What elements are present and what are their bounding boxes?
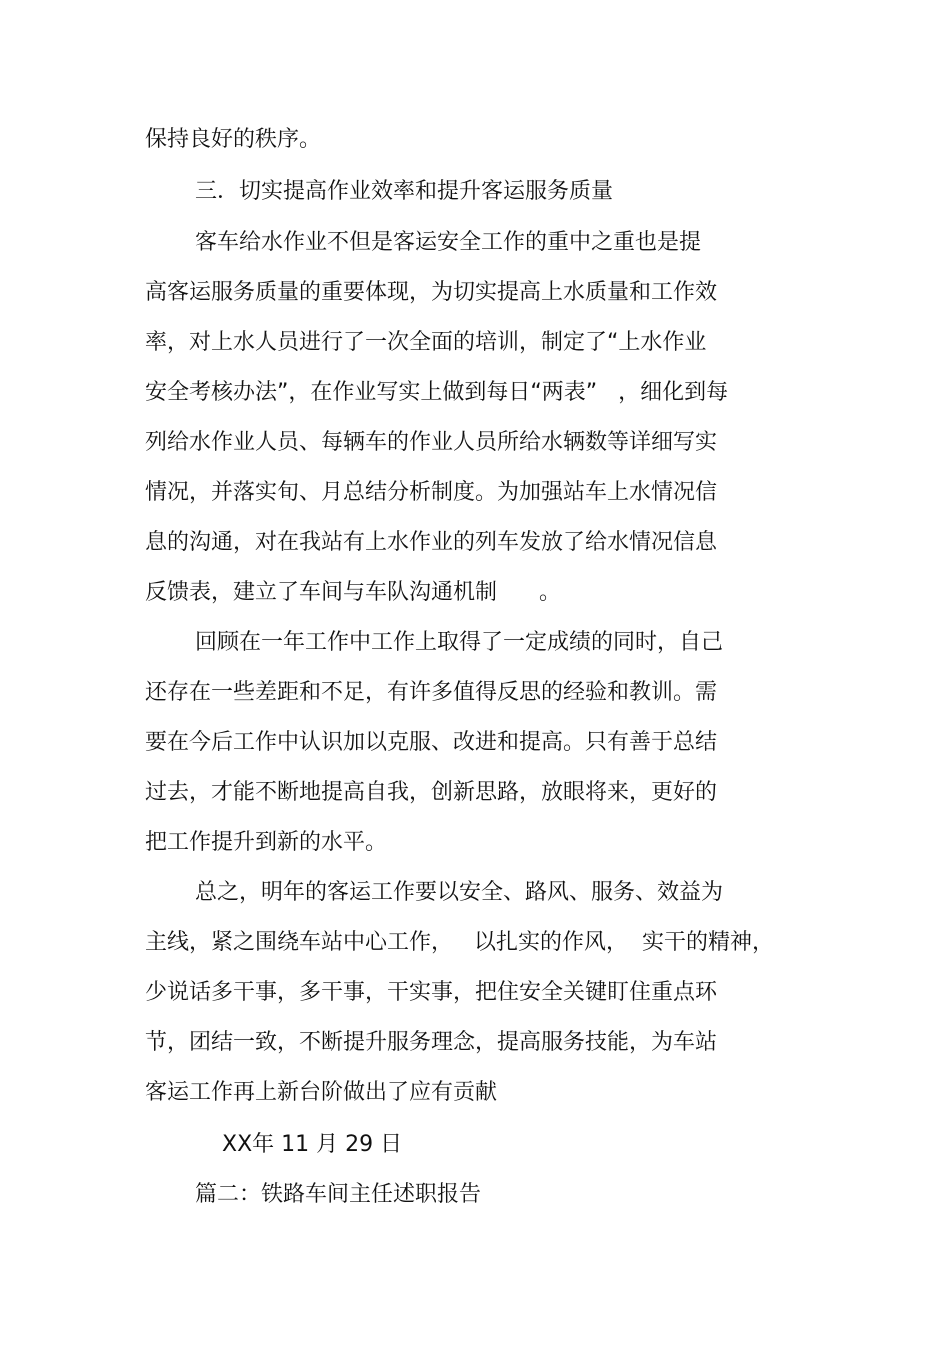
text-line: 情况，并落实旬、月总结分析制度。为加强站车上水情况信 bbox=[145, 480, 718, 505]
text-line: 过去，才能不断地提高自我，创新思路，放眼将来，更好的 bbox=[145, 780, 718, 805]
text-line: 主线，紧之围绕车站中心工作， 以扎实的作风， 实干的精神， bbox=[145, 930, 774, 955]
section-heading: 三．切实提高作业效率和提升客运服务质量 bbox=[195, 179, 614, 204]
text-line: 息的沟通，对在我站有上水作业的列车发放了给水情况信息 bbox=[145, 530, 718, 555]
text-line: 客运工作再上新台阶做出了应有贡献 bbox=[145, 1080, 498, 1105]
text-line: 回顾在一年工作中工作上取得了一定成绩的同时，自己 bbox=[195, 630, 724, 655]
text-line: 总之，明年的客运工作要以安全、路风、服务、效益为 bbox=[195, 880, 724, 905]
text-line: 少说话多干事，多干事，干实事，把住安全关键盯住重点环 bbox=[145, 980, 718, 1005]
text-line: 客车给水作业不但是客运安全工作的重中之重也是提 bbox=[195, 230, 702, 255]
date-line: XX年 11 月 29 日 bbox=[222, 1132, 403, 1157]
text-line: 安全考核办法”，在作业写实上做到每日“两表” ，细化到每 bbox=[145, 380, 729, 405]
text-line: 率，对上水人员进行了一次全面的培训，制定了“上水作业 bbox=[145, 330, 707, 355]
text-line: 要在今后工作中认识加以克服、改进和提高。只有善于总结 bbox=[145, 730, 718, 755]
text-line: 把工作提升到新的水平。 bbox=[145, 830, 388, 855]
text-line: 高客运服务质量的重要体现，为切实提高上水质量和工作效 bbox=[145, 280, 718, 305]
text-line: 列给水作业人员、每辆车的作业人员所给水辆数等详细写实 bbox=[145, 430, 718, 455]
text-line: 节，团结一致，不断提升服务理念，提高服务技能，为车站 bbox=[145, 1030, 718, 1055]
text-line: 还存在一些差距和不足，有许多值得反思的经验和教训。需 bbox=[145, 680, 718, 705]
text-line: 反馈表，建立了车间与车队沟通机制 。 bbox=[145, 580, 561, 605]
chapter-heading: 篇二：铁路车间主任述职报告 bbox=[195, 1182, 482, 1207]
text-line: 保持良好的秩序。 bbox=[145, 127, 322, 152]
